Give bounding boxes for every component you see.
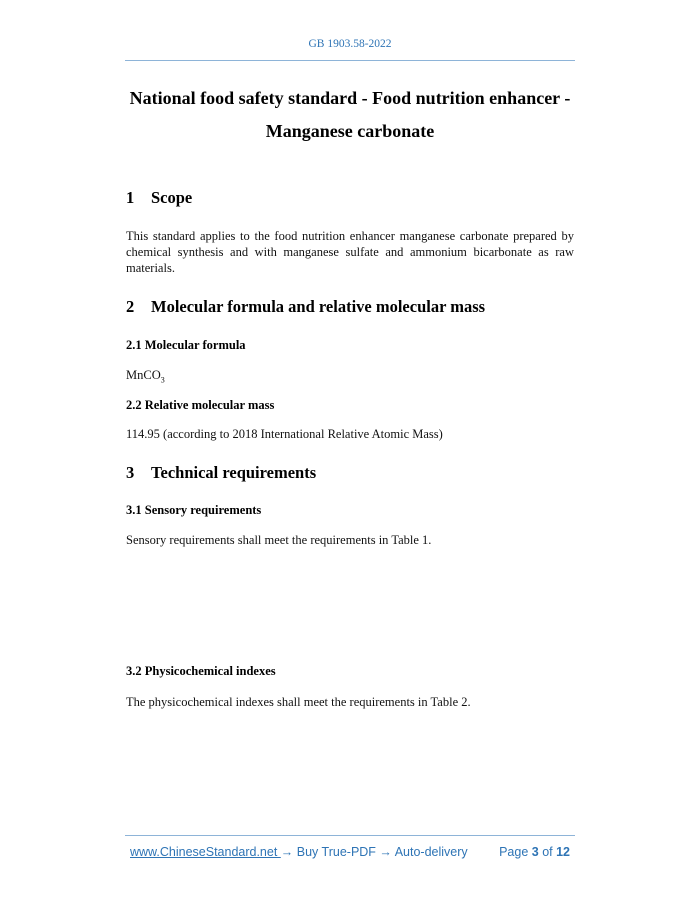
subsection-2-2-heading: 2.2 Relative molecular mass (126, 398, 275, 412)
physicochemical-paragraph: The physicochemical indexes shall meet the requirements in Table 2. (126, 695, 471, 709)
arrow-right-icon: → (379, 845, 392, 859)
website-link[interactable]: www.ChineseStandard.net (130, 845, 281, 859)
section-1-heading (126, 188, 192, 208)
molecular-formula (126, 367, 165, 389)
header-divider (125, 60, 575, 61)
subsection-2-1-heading: 2.1 Molecular formula (126, 338, 246, 352)
document-title-line-2: Manganese carbonate (265, 121, 435, 141)
subsection-3-2-heading: 3.2 Physicochemical indexes (126, 664, 276, 678)
page-current: 3 (531, 845, 539, 859)
document-title-line-1: National food safety standard - Food nutrition enhancer - (129, 88, 571, 108)
section-2-number: 2 (126, 297, 135, 316)
section-1-title: Scope (151, 188, 193, 207)
section-1-number: 1 (126, 188, 135, 207)
document-code: GB 1903.58-2022 (308, 38, 392, 50)
page-indicator (499, 845, 570, 859)
subsection-3-1-heading: 3.1 Sensory requirements (126, 503, 262, 517)
auto-delivery-text: Auto-delivery (391, 845, 468, 859)
buy-true-pdf-text: Buy True-PDF (293, 845, 380, 859)
formula-subscript: 3 (160, 375, 165, 385)
footer (130, 845, 570, 859)
arrow-right-icon: → (280, 845, 294, 859)
scope-paragraph: This standard applies to the food nutrition enhancer manganese carbonate prepared by chemical synthesis and with manganese sulfate and ammonium bicarbonate as raw materials. (126, 229, 574, 275)
relative-molecular-mass: 114.95 (according to 2018 International Relative Atomic Mass) (126, 427, 443, 441)
section-3-number: 3 (126, 463, 135, 482)
page-label: Page (499, 845, 532, 859)
sensory-paragraph: Sensory requirements shall meet the requirements in Table 1. (126, 533, 432, 547)
page-total: 12 (556, 845, 570, 859)
section-2-title: Molecular formula and relative molecular mass (151, 297, 486, 316)
footer-divider (125, 835, 575, 836)
formula-base: MnCO (126, 368, 161, 382)
section-2-heading (126, 297, 485, 317)
section-3-title: Technical requirements (151, 463, 317, 482)
page-of-label: of (538, 845, 557, 859)
section-3-heading (126, 463, 316, 483)
